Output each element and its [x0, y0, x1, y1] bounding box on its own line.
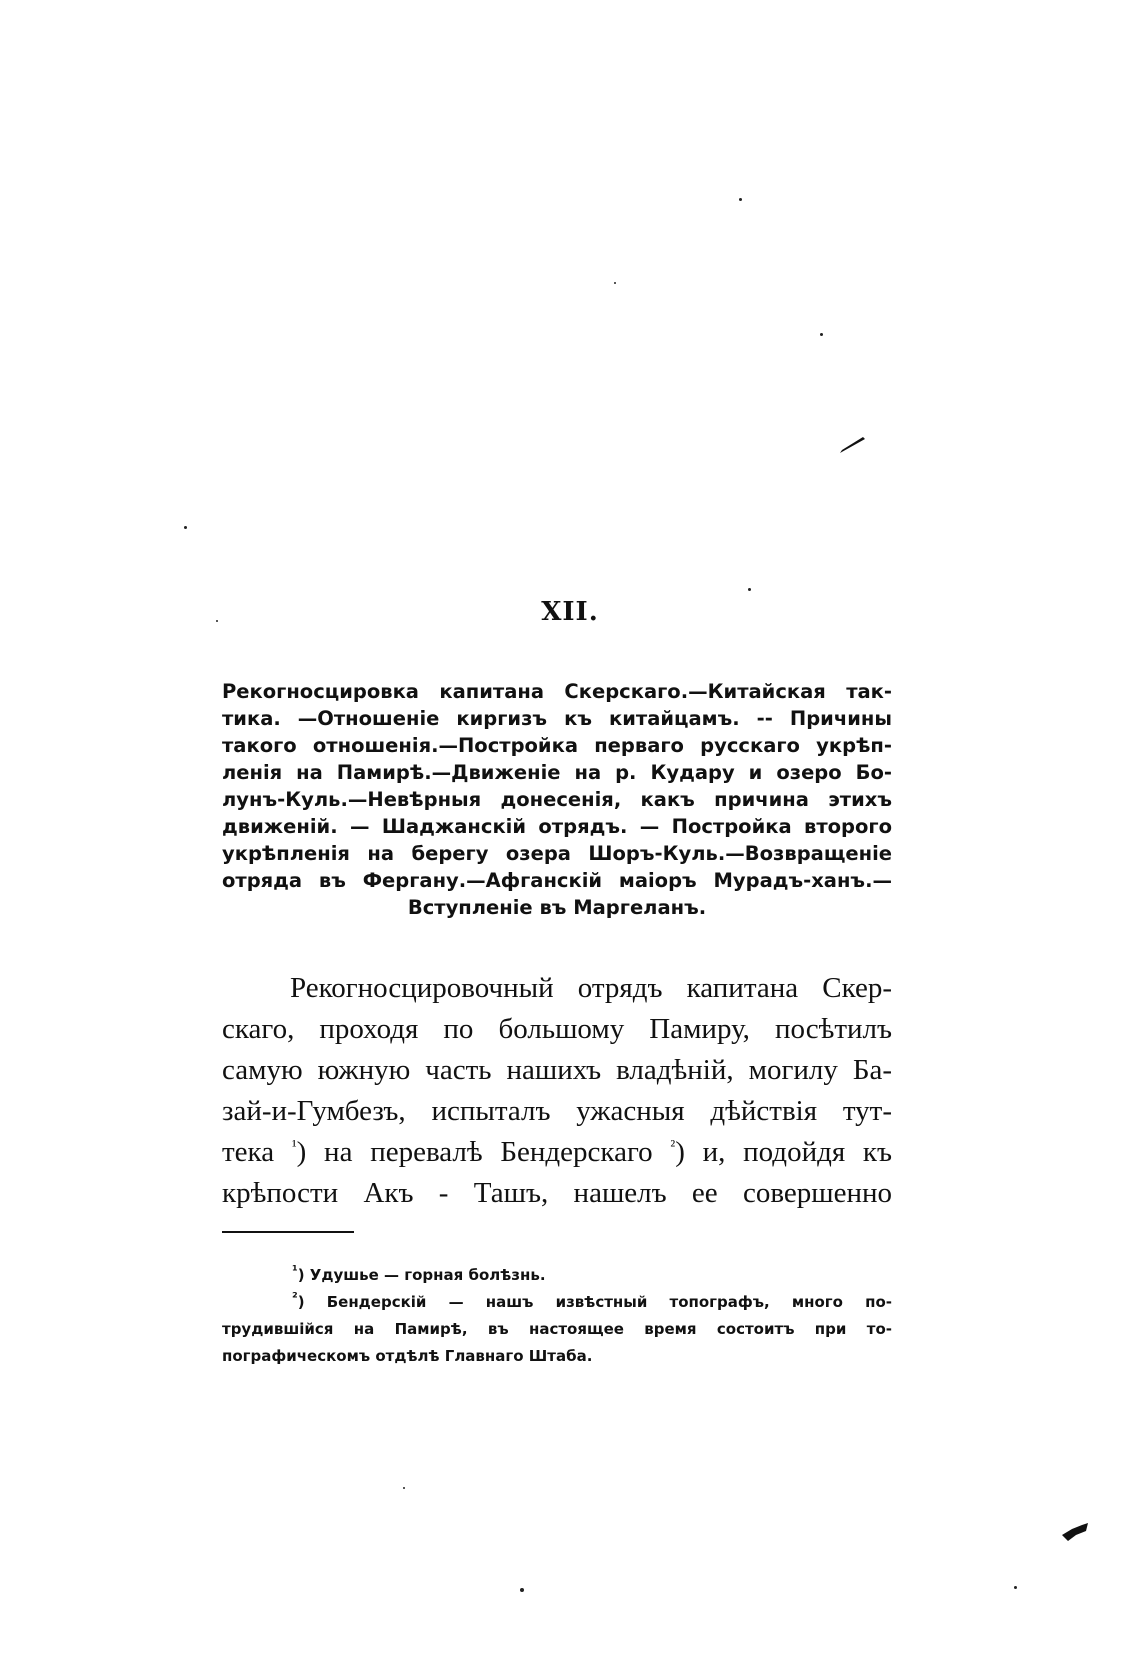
body-text-fragment: ) на перевалѣ Бендерскаго	[296, 1136, 653, 1168]
footnote-2	[222, 1289, 892, 1316]
footnote-text: ) Бендерскій — нашъ извѣстный топографъ, много по-	[297, 1293, 892, 1311]
summary-line: отряда въ Фергану.—Афганскій маіоръ Мурадъ-ханъ.—	[222, 869, 892, 892]
scan-speck	[1014, 1586, 1017, 1589]
summary-line: Рекогносцировка капитана Скерскаго.—Китайская так-	[222, 680, 892, 703]
body-paragraph	[222, 968, 892, 1214]
footnote-mark-2: ²	[292, 1291, 298, 1306]
summary-line: Вступленіе въ Маргеланъ.	[407, 896, 707, 919]
summary-line: такого отношенія.—Постройка перваго русскаго укрѣп-	[222, 734, 892, 757]
footnote-text: ) Удушье — горная болѣзнь.	[297, 1266, 546, 1284]
body-line: самую южную часть нашихъ владѣній, могилу Ба-	[222, 1054, 892, 1086]
scan-speck	[184, 526, 187, 529]
summary-line: ленія на Памирѣ.—Движеніе на р. Кудару и озеро Бо-	[222, 761, 892, 784]
footnote-mark-1: ¹	[292, 1264, 298, 1279]
footnote-ref-1[interactable]: ¹	[291, 1138, 297, 1155]
scan-speck	[520, 1588, 524, 1592]
summary-line: движеній. — Шаджанскій отрядъ. — Постройка второго	[222, 815, 892, 838]
summary-line: тика. —Отношеніе киргизъ къ китайцамъ. -- Причины	[222, 707, 892, 730]
body-line: зай-и-Гумбезъ, испыталъ ужасныя дѣйствія тут-	[222, 1095, 892, 1127]
footnote-line: трудившійся на Памирѣ, въ настоящее время состоитъ при то-	[222, 1320, 892, 1338]
scan-speck	[820, 333, 823, 336]
body-text-fragment: тека	[222, 1136, 275, 1168]
footnote-ref-2[interactable]: ²	[670, 1138, 676, 1155]
scan-mark	[838, 436, 868, 456]
chapter-number: XII.	[541, 597, 599, 627]
footnote-1	[222, 1262, 892, 1289]
body-line: крѣпости Акъ - Ташъ, нашелъ ее совершенно	[222, 1177, 892, 1209]
summary-line: лунъ-Куль.—Невѣрныя донесенія, какъ причина этихъ	[222, 788, 892, 811]
body-line: скаго, проходя по большому Памиру, посѣтилъ	[222, 1013, 892, 1045]
footnotes	[222, 1262, 892, 1370]
summary-line: укрѣпленія на берегу озера Шоръ-Куль.—Возвращеніе	[222, 842, 892, 865]
body-line	[222, 1132, 892, 1173]
body-text-fragment: ) и, подойдя къ	[675, 1136, 893, 1168]
footnote-separator	[222, 1231, 354, 1233]
footnote-line: пографическомъ отдѣлѣ Главнаго Штаба.	[222, 1347, 593, 1365]
scan-speck	[614, 282, 616, 284]
scan-speck	[403, 1487, 405, 1489]
scan-mark	[1060, 1521, 1090, 1543]
scan-speck	[739, 198, 742, 201]
scan-speck	[748, 588, 751, 591]
body-line: Рекогносцировочный отрядъ капитана Скер-	[290, 972, 892, 1004]
chapter-summary	[222, 678, 892, 921]
